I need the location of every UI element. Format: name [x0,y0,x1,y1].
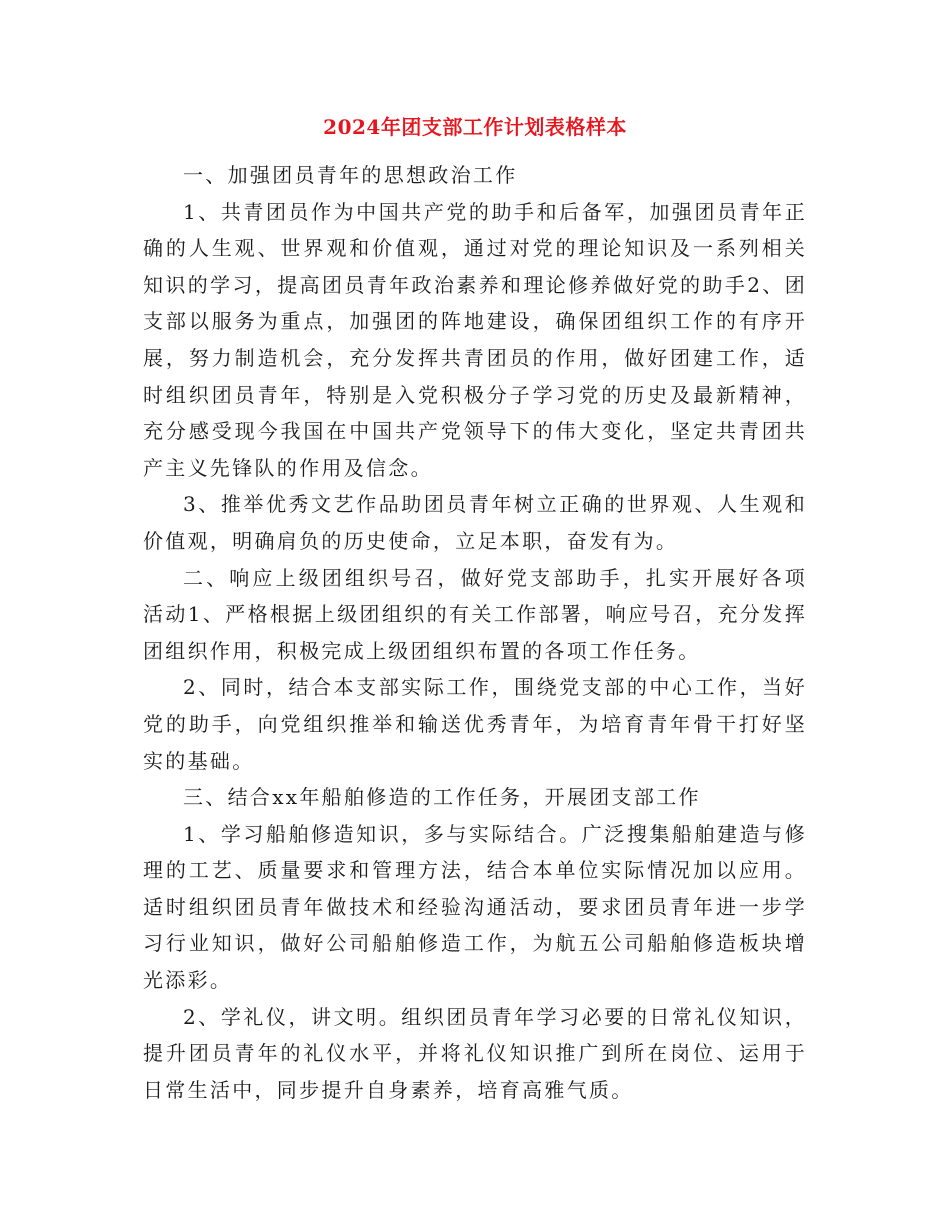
section-heading-1: 一、加强团员青年的思想政治工作 [183,163,518,187]
paragraph: 1、共青团员作为中国共产党的助手和后备军，加强团员青年正确的人生观、世界观和价值观，通过对党的理论知识及一系列相关知识的学习，提高团员青年政治素养和理论修养做好党的助手2、团支部以服务为重点，加强团的阵地建设，确保团组织工作的有序开展，努力制造机会，充分发挥共青团员的作用，做好团建工作，适时组织团员青年，特别是入党积极分子学习党的历史及最新精神，充分感受现今我国在中国共产党领导下的伟大变化，坚定共青团共产主义先锋队的作用及信念。 [143,199,807,480]
paragraph: 2、学礼仪，讲文明。组织团员青年学习必要的日常礼仪知识，提升团员青年的礼仪水平，并将礼仪知识推广到所在岗位、运用于日常生活中，同步提升自身素养，培育高雅气质。 [143,1004,807,1102]
section-heading-3: 三、结合xx年船舶修造的工作任务，开展团支部工作 [183,785,701,810]
document-body [143,157,807,1108]
paragraph: 2、同时，结合本支部实际工作，围绕党支部的中心工作，当好党的助手，向党组织推举和输送优秀青年，为培育青年骨干打好坚实的基础。 [143,675,807,773]
paragraph: 1、学习船舶修造知识，多与实际结合。广泛搜集船舶建造与修理的工艺、质量要求和管理方法，结合本单位实际情况加以应用。适时组织团员青年做技术和经验沟通活动，要求团员青年进一步学习行业知识，做好公司船舶修造工作，为航五公司船舶修造板块增光添彩。 [143,821,807,993]
document-title: 2024年团支部工作计划表格样本 [323,115,627,139]
section-heading-2: 二、响应上级团组织号召，做好党支部助手，扎实开展好各项活动1、严格根据上级团组织的有关工作部署，响应号召，充分发挥团组织作用，积极完成上级团组织布置的各项工作任务。 [143,565,807,663]
paragraph: 3、推举优秀文艺作品助团员青年树立正确的世界观、人生观和价值观，明确肩负的历史使命，立足本职，奋发有为。 [143,492,807,553]
